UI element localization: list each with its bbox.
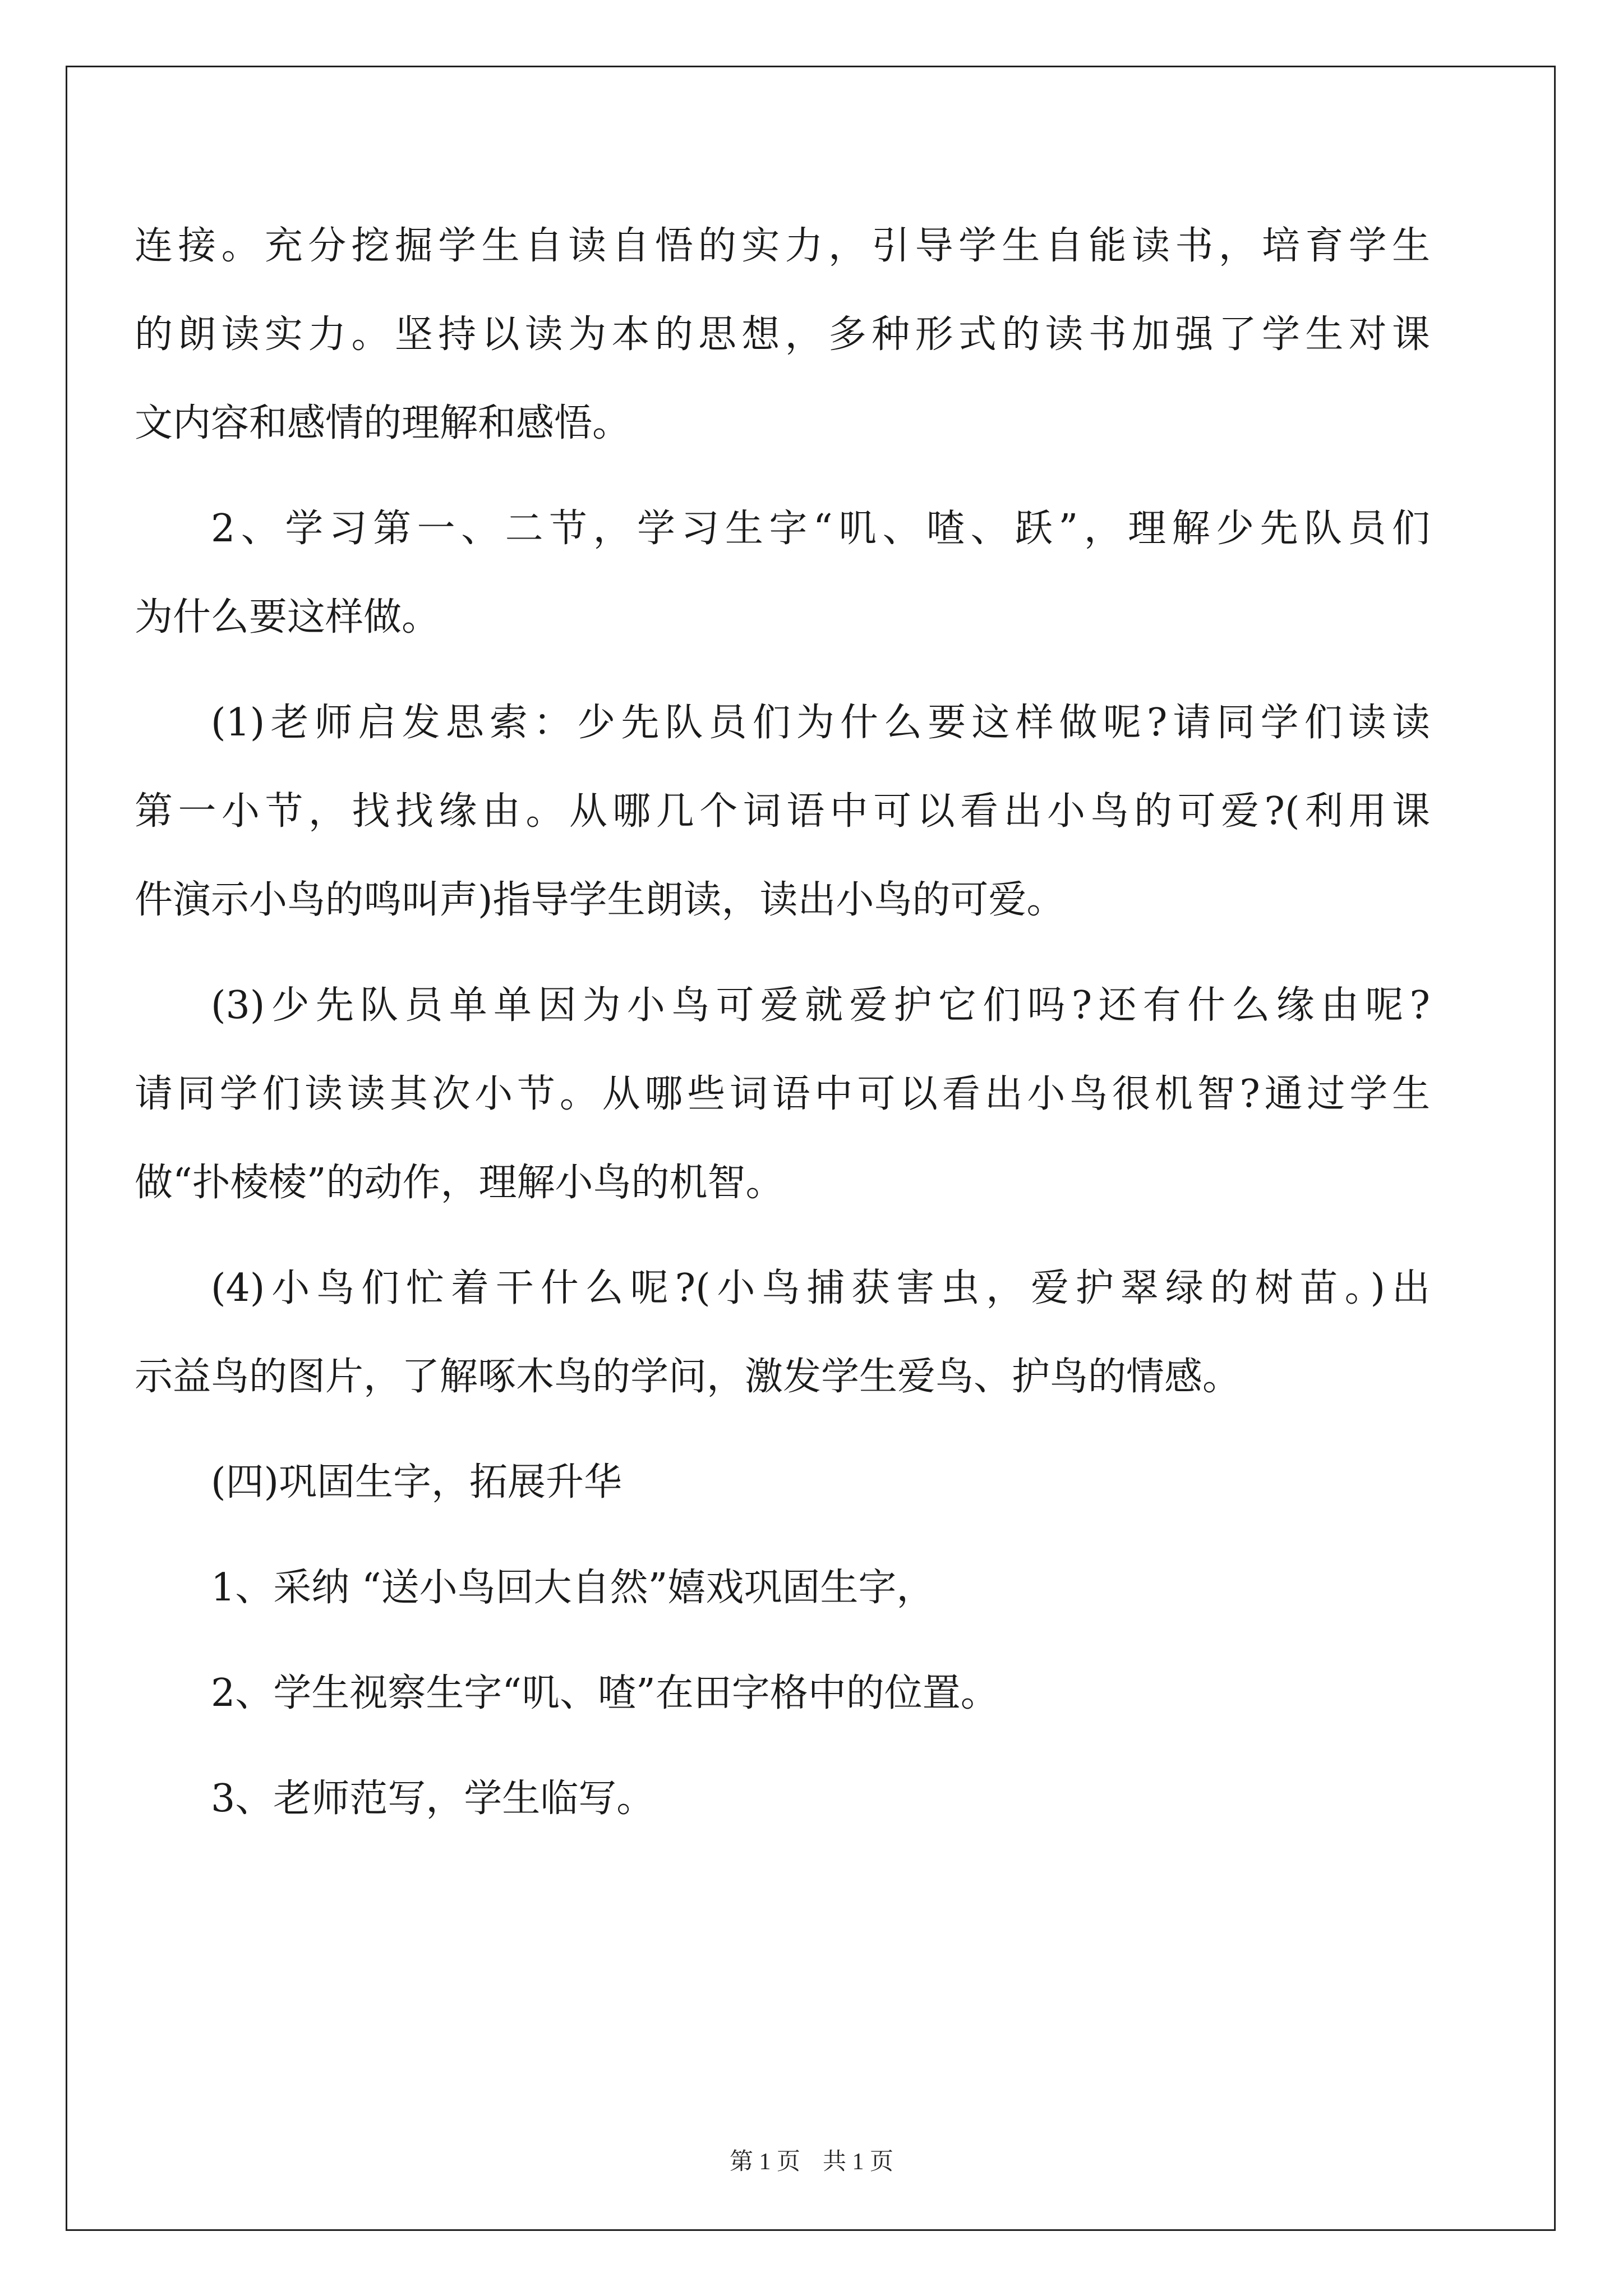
page-total: 共 1 页 — [823, 2149, 894, 2175]
text-line: 第一小节，找找缘由。从哪几个词语中可以看出小鸟的可爱?(利用课 — [135, 789, 1430, 834]
text-line: 3、老师范写，学生临写。 — [211, 1777, 655, 1821]
text-line: 的朗读实力。坚持以读为本的思想，多种形式的读书加强了学生对课 — [135, 312, 1430, 357]
document-body — [135, 202, 1430, 1843]
text-line: 2、学习第一、二节，学习生字“叽、喳、跃”，理解少先队员们 — [211, 507, 1430, 551]
text-line: 做“扑棱棱”的动作，理解小鸟的机智。 — [135, 1161, 784, 1205]
text-line: (3)少先队员单单因为小鸟可爱就爱护它们吗?还有什么缘由呢? — [211, 983, 1430, 1028]
text-line: 2、学生视察生字“叽、喳”在田字格中的位置。 — [211, 1671, 999, 1715]
text-line: (1)老师启发思索：少先队员们为什么要这样做呢?请同学们读读 — [211, 701, 1430, 745]
text-line: 1、采纳 “送小鸟回大自然”嬉戏巩固生字， — [211, 1566, 935, 1610]
page-number: 第 1 页 — [729, 2149, 800, 2175]
text-line: 为什么要这样做。 — [135, 595, 440, 639]
page-footer — [0, 2143, 1623, 2177]
text-line: 示益鸟的图片，了解啄木鸟的学问，激发学生爱鸟、护鸟的情感。 — [135, 1355, 1241, 1399]
text-line: 连接。充分挖掘学生自读自悟的实力，引导学生自能读书，培育学生 — [135, 224, 1430, 268]
text-line: (4)小鸟们忙着干什么呢?(小鸟捕获害虫，爱护翠绿的树苗。)出 — [211, 1266, 1430, 1310]
text-line: 文内容和感情的理解和感悟。 — [135, 401, 631, 445]
section-heading: (四)巩固生字，拓展升华 — [211, 1460, 623, 1504]
text-line: 件演示小鸟的鸣叫声)指导学生朗读，读出小鸟的可爱。 — [135, 878, 1065, 922]
text-line: 请同学们读读其次小节。从哪些词语中可以看出小鸟很机智?通过学生 — [135, 1072, 1430, 1116]
